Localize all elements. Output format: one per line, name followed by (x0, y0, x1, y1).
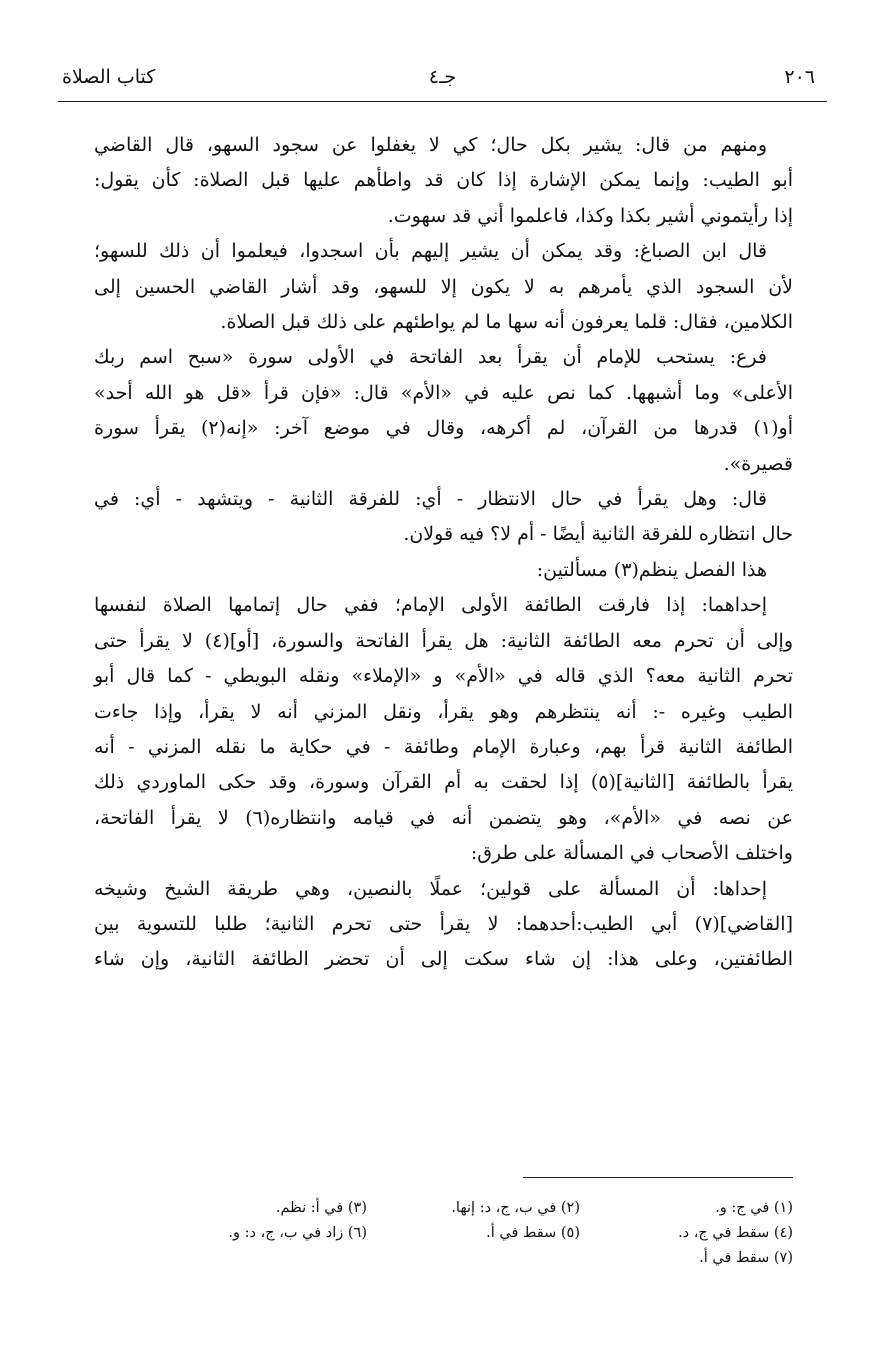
text-line: ومنهم من قال: يشير بكل حال؛ كي لا يغفلوا عن سجود السهو، قال القاضي (94, 134, 767, 156)
text-line: فرع: يستحب للإمام أن يقرأ بعد الفاتحة في الأولى سورة «سبح اسم ربك (94, 346, 767, 369)
text-line: الأعلى» وما أشبهها. كما نص عليه في «الأم» قال: «فإن قرأ «قل هو الله أحد» (94, 381, 793, 404)
text-line: قال ابن الصباغ: وقد يمكن أن يشير إليهم بأن اسجدوا، فيعلموا أن ذلك للسهو؛ (94, 240, 767, 263)
text-line: الطائفة الثانية قرأ بهم، وعبارة الإمام وطائفة - في حكاية ما نقله المزني - أنه (94, 735, 793, 758)
footnote-row (94, 1221, 793, 1246)
text-line: [القاضي](٧) أبي الطيب:أحدهما: لا يقرأ حتى تحرم الثانية؛ طلبا للتسوية بين (94, 912, 793, 935)
header-rule (58, 101, 827, 102)
text-line: واختلف الأصحاب في المسألة على طرق: (470, 842, 793, 865)
footnote: (٦) زاد في ب، ج، د: و. (228, 1225, 367, 1241)
footnote: (٤) سقط في ج، د. (678, 1225, 793, 1241)
text-line: الطائفتين، وعلى هذا: إن شاء سكت إلى أن تحضر الطائفة الثانية، وإن شاء (94, 948, 793, 971)
text-line: حال انتظاره للفرقة الثانية أيضًا - أم لا؟ فيه قولان. (403, 523, 793, 546)
book-title: كتاب الصلاة (62, 66, 156, 88)
page-number: ٢٠٦ (784, 66, 815, 88)
footnote: (٥) سقط في أ. (486, 1225, 580, 1241)
text-line: إحداها: أن المسألة على قولين؛ عملًا بالنصين، وهي طريقة الشيخ وشيخه (94, 877, 767, 900)
footnotes (94, 1196, 793, 1271)
text-line: يقرأ بالطائفة [الثانية](٥) إذا لحقت به أم القرآن وسورة، وقد حكى الماوردي ذلك (94, 771, 793, 794)
text-line: تحرم الثانية معه؟ الذي قاله في «الأم» و «الإملاء» ونقله البويطي - كما قال أبو (94, 665, 793, 688)
footnote-row (94, 1246, 793, 1271)
text-line: أو(١) قدرها من القرآن، لم أكرهه، وقال في موضع آخر: «إنه(٢) يقرأ سورة (94, 417, 793, 440)
footnote-row (94, 1196, 793, 1221)
footnote: (٧) سقط في أ. (699, 1250, 793, 1266)
footnote-separator (523, 1177, 793, 1178)
text-line: إذا رأيتموني أشير بكذا وكذا، فاعلموا أني قد سهوت. (387, 204, 793, 227)
text-line: هذا الفصل ينظم(٣) مسألتين: (536, 558, 767, 581)
text-line: قصيرة». (723, 452, 793, 475)
volume-label: جـ٤ (428, 66, 457, 88)
text-line: لأن السجود الذي يأمرهم به لا يكون إلا للسهو، وقد أشار القاضي الحسين إلى (94, 275, 793, 298)
text-line: وإلى أن تحرم معه الطائفة الثانية: هل يقرأ الفاتحة والسورة، [أو](٤) لا يقرأ حتى (94, 629, 793, 652)
footnote: (١) في ج: و. (715, 1200, 793, 1216)
footnote: (٣) في أ: نظم. (275, 1200, 367, 1216)
text-line: الكلامين، فقال: قلما يعرفون أنه سها ما لم يواطئهم على ذلك قبل الصلاة. (220, 311, 793, 334)
text-line: إحداهما: إذا فارقت الطائفة الأولى الإمام؛ ففي حال إتمامها الصلاة لنفسها (94, 594, 767, 617)
text-line: أبو الطيب: وإنما يمكن الإشارة إذا كان قد واطأهم عليها قبل الصلاة: كأن يقول: (94, 169, 793, 192)
text-line: عن نصه في «الأم»، وهو يتضمن أنه في قيامه وانتظاره(٦) لا يقرأ الفاتحة، (94, 806, 793, 829)
text-line: قال: وهل يقرأ في حال الانتظار - أي: للفرقة الثانية - ويتشهد - أي: في (94, 488, 767, 511)
main-text (94, 128, 793, 978)
text-line: الطيب وغيره -: أنه ينتظرهم وهو يقرأ، ونقل المزني أنه لا يقرأ، وإذا جاءت (94, 700, 793, 723)
footnote: (٢) في ب، ج، د: إنها. (451, 1200, 580, 1216)
